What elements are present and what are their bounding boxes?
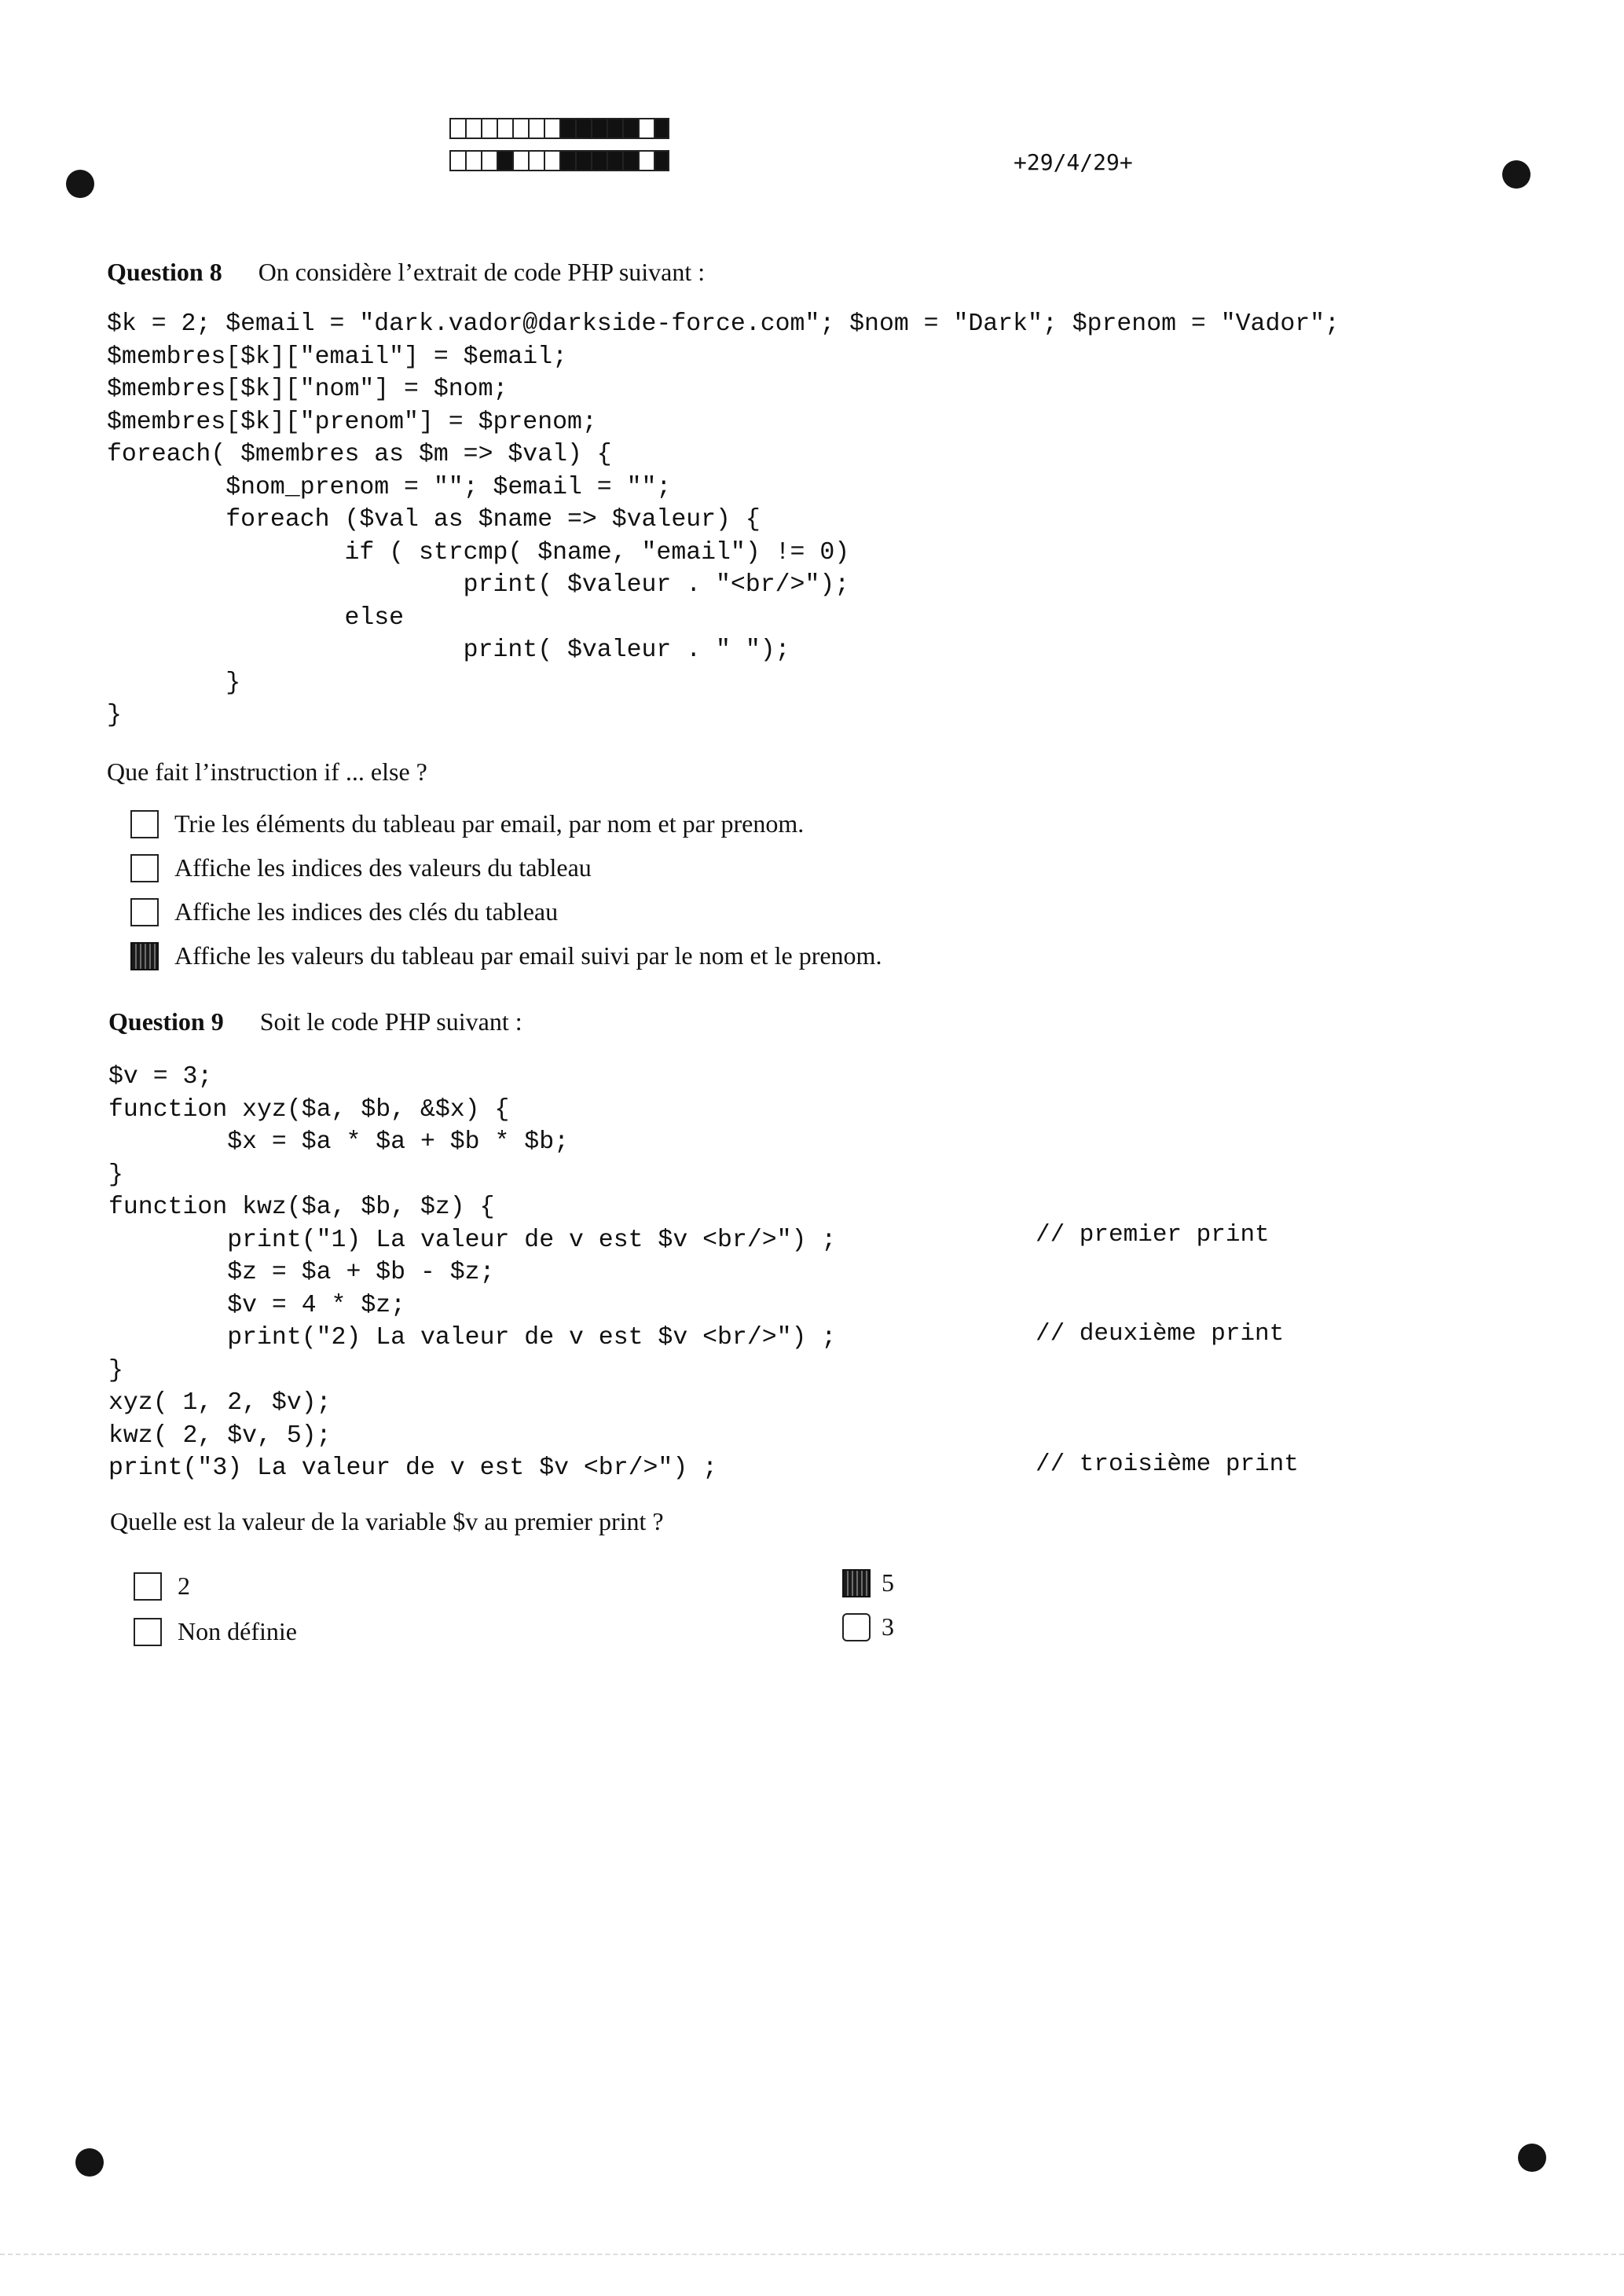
id-box bbox=[575, 118, 591, 139]
comment-troisieme-print: // troisième print bbox=[1036, 1451, 1299, 1478]
q8-answer-3[interactable] bbox=[130, 897, 558, 926]
id-box bbox=[638, 118, 654, 139]
q8-answer-3-label: Affiche les indices des clés du tableau bbox=[174, 897, 559, 926]
id-box bbox=[622, 118, 638, 139]
id-box bbox=[559, 118, 575, 139]
id-box bbox=[465, 118, 481, 139]
id-box bbox=[559, 150, 575, 171]
question-9-label: Question 9 bbox=[108, 1007, 224, 1036]
comment-deuxieme-print: // deuxième print bbox=[1036, 1320, 1285, 1348]
id-box bbox=[512, 150, 528, 171]
id-box bbox=[497, 150, 512, 171]
id-box bbox=[528, 150, 544, 171]
id-box bbox=[591, 150, 607, 171]
scan-edge-line bbox=[0, 2254, 1624, 2255]
question-8-label: Question 8 bbox=[107, 258, 222, 286]
q9-answer-non-definie-label: Non définie bbox=[178, 1617, 297, 1645]
q8-answer-1-checkbox[interactable] bbox=[130, 810, 159, 838]
question-9-prompt: Quelle est la valeur de la variable $v au premier print ? bbox=[110, 1507, 664, 1535]
registration-mark-bottom-right bbox=[1518, 2144, 1546, 2172]
id-boxes-row-2 bbox=[449, 150, 669, 171]
q9-answer-3[interactable] bbox=[842, 1612, 894, 1641]
id-box bbox=[449, 118, 465, 139]
registration-mark-top-right bbox=[1502, 160, 1531, 189]
id-box bbox=[481, 150, 497, 171]
q9-answer-5[interactable] bbox=[842, 1568, 894, 1597]
registration-mark-top-left bbox=[66, 170, 94, 198]
q8-answer-1-label: Trie les éléments du tableau par email, par nom et par prenom. bbox=[174, 809, 805, 838]
id-box bbox=[544, 150, 559, 171]
question-8-code: $k = 2; $email = "dark.vador@darkside-force.com"; $nom = "Dark"; $prenom = "Vador"; $membres[$k]["email"] = $email; $membres[$k]["nom"] = $nom; $membres[$k]["prenom"] = $prenom; foreach( $membres as $m => $val) { $nom_prenom = ""; $email = ""; foreach ($val as $name => $valeur) { if ( strcmp( $name, "email") != 0) print( $valeur . "<br/>"); else print( $valeur . " "); } } bbox=[107, 310, 1340, 729]
id-box bbox=[449, 150, 465, 171]
id-box bbox=[575, 150, 591, 171]
question-9-heading bbox=[108, 1007, 522, 1036]
question-8-heading bbox=[107, 258, 705, 287]
q9-answer-non-definie[interactable] bbox=[134, 1617, 297, 1646]
q9-answer-2[interactable] bbox=[134, 1572, 190, 1601]
q9-answer-5-label: 5 bbox=[882, 1568, 894, 1597]
q8-answer-1[interactable] bbox=[130, 809, 804, 838]
q9-answer-2-checkbox[interactable] bbox=[134, 1572, 162, 1601]
id-box bbox=[481, 118, 497, 139]
page-code: +29/4/29+ bbox=[1014, 149, 1133, 175]
id-box bbox=[654, 150, 669, 171]
question-9-code: $v = 3; function xyz($a, $b, &$x) { $x = $a * $a + $b * $b; } function kwz($a, $b, $z) { print("1) La valeur de v est $v <br/>") ; $z = $a + $b - $z; $v = 4 * $z; print("2) La valeur de v est $v <br/>") ; } xyz( 1, 2, $v); kwz( 2, $v, 5); print("3) La valeur de v est $v <br/>") ; bbox=[108, 1063, 837, 1482]
id-box bbox=[497, 118, 512, 139]
id-boxes-row-1 bbox=[449, 118, 669, 139]
q8-answer-4-checkbox-checked[interactable] bbox=[130, 942, 159, 970]
q8-answer-4[interactable] bbox=[130, 941, 882, 970]
id-box bbox=[622, 150, 638, 171]
id-box bbox=[465, 150, 481, 171]
q9-answer-non-definie-checkbox[interactable] bbox=[134, 1618, 162, 1646]
id-box bbox=[528, 118, 544, 139]
question-8-intro: On considère l’extrait de code PHP suivant : bbox=[258, 258, 706, 286]
id-box bbox=[607, 118, 622, 139]
q8-answer-4-label: Affiche les valeurs du tableau par email suivi par le nom et le prenom. bbox=[174, 941, 882, 970]
id-box bbox=[512, 118, 528, 139]
q9-answer-3-checkbox[interactable] bbox=[842, 1613, 871, 1641]
id-box bbox=[607, 150, 622, 171]
q8-answer-3-checkbox[interactable] bbox=[130, 898, 159, 926]
registration-mark-bottom-left bbox=[75, 2148, 104, 2177]
q8-answer-2-label: Affiche les indices des valeurs du tableau bbox=[174, 853, 592, 882]
id-box bbox=[591, 118, 607, 139]
id-box bbox=[654, 118, 669, 139]
q8-answer-2-checkbox[interactable] bbox=[130, 854, 159, 882]
q9-answer-3-label: 3 bbox=[882, 1612, 894, 1641]
id-box bbox=[638, 150, 654, 171]
question-8-prompt: Que fait l’instruction if ... else ? bbox=[107, 757, 427, 786]
q9-answer-5-checkbox-checked[interactable] bbox=[842, 1569, 871, 1597]
comment-premier-print: // premier print bbox=[1036, 1221, 1270, 1249]
q8-answer-2[interactable] bbox=[130, 853, 592, 882]
q9-answer-2-label: 2 bbox=[178, 1572, 190, 1600]
id-box bbox=[544, 118, 559, 139]
question-9-intro: Soit le code PHP suivant : bbox=[259, 1007, 522, 1036]
